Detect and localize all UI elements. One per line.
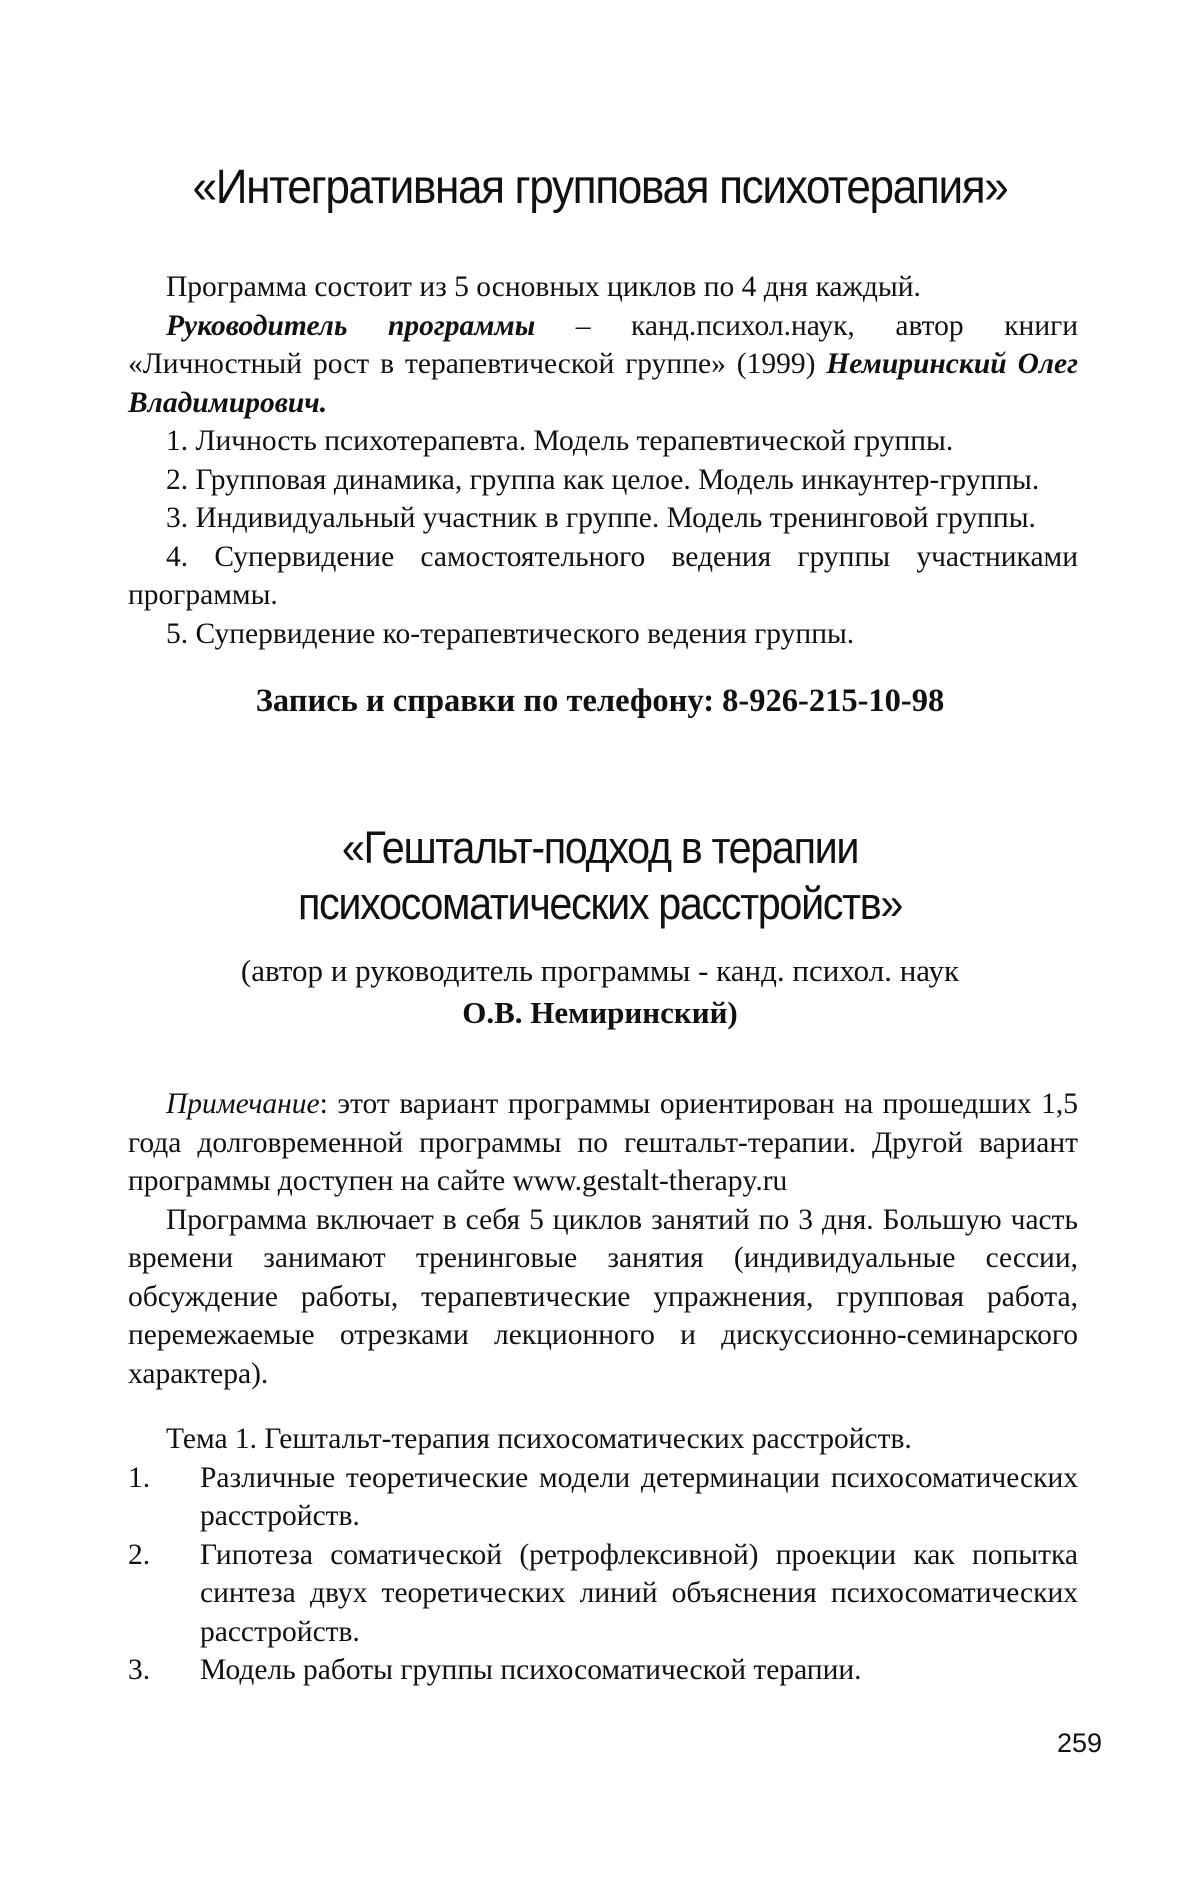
list-number: 1. (128, 1461, 151, 1494)
page-number: 259 (1056, 1728, 1102, 1758)
section1-intro: Программа состоит из 5 основных циклов по 4 дня каждый. (166, 271, 921, 303)
section2-body (128, 1085, 1078, 1393)
leader-text: канд.психол.наук, автор книги «Личностный рост в терапевтической группе» (1999) (128, 309, 1078, 380)
subtitle-line1: (автор и руководитель программы - канд. психол. наук (240, 953, 960, 988)
section2-title-line1: «Гештальт-подход в терапии (341, 822, 859, 873)
theme-list (128, 1459, 1078, 1690)
leader-dash: – (535, 309, 632, 342)
program-paragraph: Программа включает в себя 5 циклов занятий по 3 дня. Большую часть времени занимают тренинговые занятия (индивидуальные сессии, обсуждение работы, терапевтические упражнения, групповая работа, перемежаемые отрезками лекционного и дискуссионно-семинарского характера). (128, 1203, 1078, 1390)
note-paragraph (128, 1085, 1078, 1201)
list-text: Различные теоретические модели детерминации психосоматических расстройств. (200, 1461, 1078, 1532)
list-item (128, 1651, 1078, 1690)
theme-title: Тема 1. Гештальт-терапия психосоматических расстройств. (166, 1423, 912, 1455)
list-item: 5. Супервидение ко-терапевтического ведения группы. (166, 617, 855, 650)
list-item: 3. Индивидуальный участник в группе. Модель тренинговой группы. (166, 502, 1036, 534)
phone-info: Запись и справки по телефону: 8-926-215-10-98 (255, 683, 945, 719)
section1-leader (128, 307, 1078, 423)
list-item: 2. Групповая динамика, группа как целое. Модель инкаунтер-группы. (166, 463, 1040, 496)
leader-label: Руководитель программы (166, 309, 536, 342)
list-item: 1. Личность психотерапевта. Модель терапевтической группы. (166, 425, 954, 457)
list-item: 4. Супервидение самостоятельного ведения группы участниками программы. (128, 540, 1078, 611)
list-text: Гипотеза соматической (ретрофлексивной) проекции как попытка синтеза двух теоретических линий объяснения психосоматических расстройств. (200, 1538, 1078, 1648)
list-item (128, 1459, 1078, 1536)
list-item (128, 1536, 1078, 1652)
theme-block (128, 1420, 1078, 1690)
section2-title-line2: психосоматических расстройств» (298, 878, 902, 929)
section1-body (128, 268, 1078, 653)
leader-name: Немиринский Олег Владимирович. (128, 348, 1078, 419)
list-number: 2. (128, 1538, 151, 1571)
section2-subtitle (0, 950, 1200, 1034)
list-text: Модель работы группы психосоматической терапии. (200, 1654, 862, 1686)
section2-title (48, 820, 1152, 932)
section1-title: «Интегративная групповая психотерапия» (192, 161, 1008, 214)
subtitle-line2: О.В. Немиринский) (462, 995, 738, 1030)
note-text: : этот вариант программы ориентирован на прошедших 1,5 года долговременной программы по гештальт-терапии. Другой вариант программы доступен на сайте www.gestalt-therapy.ru (128, 1088, 1078, 1197)
note-label: Примечание (166, 1088, 320, 1120)
list-number: 3. (128, 1654, 151, 1686)
